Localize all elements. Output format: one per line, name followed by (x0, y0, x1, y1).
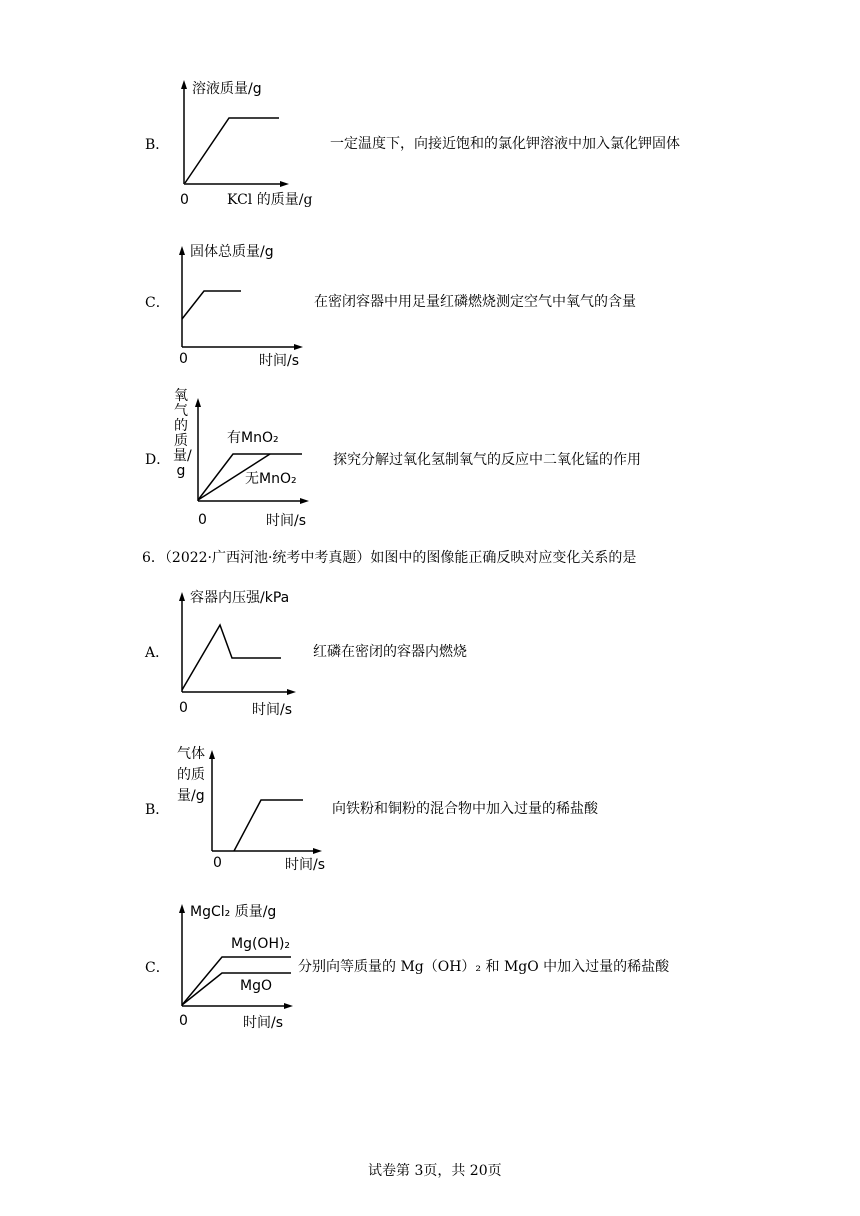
q5-c-ylabel: 固体总质量/g (190, 244, 274, 260)
q6-option-c-letter: C． (145, 960, 170, 976)
q6-b-origin: 0 (213, 855, 222, 871)
q6-b-ylabel-line3: 量/g (177, 788, 205, 804)
q5-d-xlabel: 时间/s (266, 513, 307, 529)
q5-option-c-letter: C． (145, 295, 170, 311)
q6-b-xlabel: 时间/s (285, 857, 326, 873)
q5-b-ylabel: 溶液质量/g (192, 81, 262, 97)
q5-c-xlabel: 时间/s (259, 353, 300, 369)
page-footer: 试卷第 3页，共 20页 (368, 1163, 502, 1179)
q6-c-curve-mgoh2: Mg(OH)₂ (231, 936, 291, 952)
q6-b-ylabel-line2: 的质 (177, 767, 205, 783)
q5-d-curve-without-catalyst: 无MnO₂ (245, 471, 297, 487)
q6-b-description: 向铁粉和铜粉的混合物中加入过量的稀盐酸 (332, 801, 598, 817)
q5-option-b-letter: B． (145, 137, 170, 153)
q5-d-ylabel: 氧气的质量/g (173, 388, 192, 479)
q6-c-curve-mgo: MgO (240, 978, 272, 994)
q5-c-description: 在密闭容器中用足量红磷燃烧测定空气中氧气的含量 (314, 294, 636, 310)
q5-b-origin: 0 (180, 192, 189, 208)
q6-a-ylabel: 容器内压强/kPa (190, 590, 290, 606)
q6-c-origin: 0 (179, 1013, 188, 1029)
q5-b-description: 一定温度下，向接近饱和的氯化钾溶液中加入氯化钾固体 (330, 136, 680, 152)
q6-c-description: 分别向等质量的 Mg（OH）₂ 和 MgO 中加入过量的稀盐酸 (298, 959, 670, 975)
q6-option-b-letter: B． (145, 802, 170, 818)
q5-d-origin: 0 (198, 512, 207, 528)
q5-b-xlabel: KCl 的质量/g (227, 192, 313, 208)
q6-a-description: 红磷在密闭的容器内燃烧 (313, 644, 467, 660)
q6-c-xlabel: 时间/s (243, 1015, 284, 1031)
q6-stem: 6．（2022·广西河池·统考中考真题）如图中的图像能正确反映对应变化关系的是 (142, 550, 637, 566)
q5-c-origin: 0 (179, 351, 188, 367)
q6-b-ylabel-line1: 气体 (177, 746, 205, 762)
q5-d-curve-with-catalyst: 有MnO₂ (227, 430, 279, 446)
q5-d-description: 探究分解过氧化氢制氧气的反应中二氧化锰的作用 (333, 452, 641, 468)
q6-option-a-letter: A． (145, 645, 170, 661)
q6-a-xlabel: 时间/s (252, 702, 293, 718)
q5-option-d-letter: D． (145, 452, 171, 468)
q6-a-origin: 0 (179, 700, 188, 716)
q6-c-ylabel: MgCl₂ 质量/g (190, 904, 277, 920)
